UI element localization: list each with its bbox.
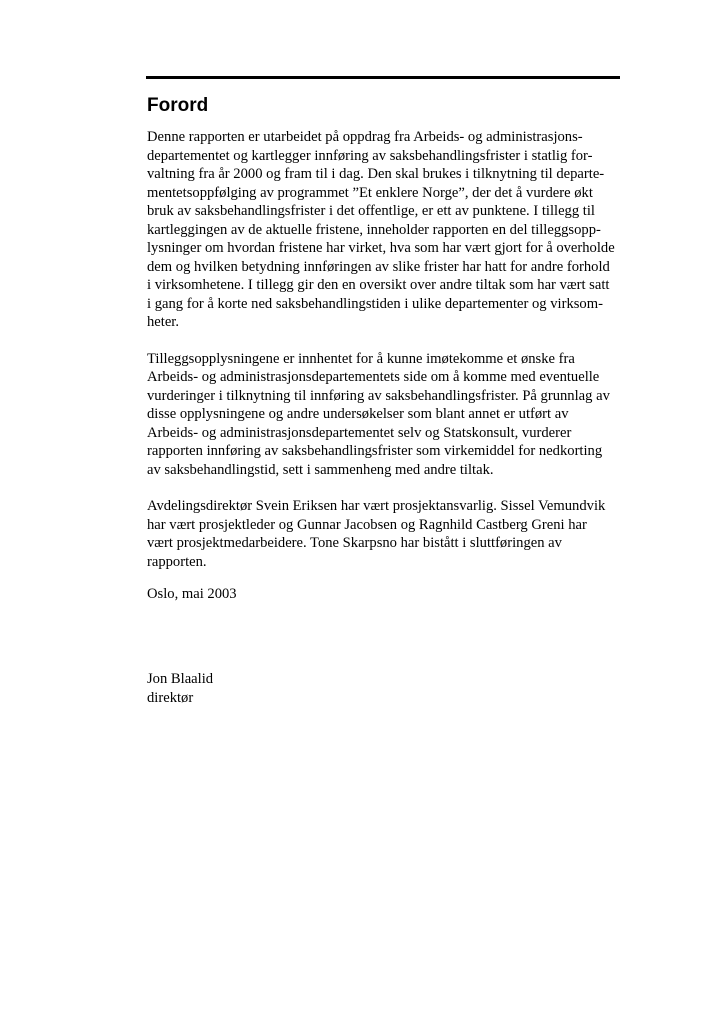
text-line: Denne rapporten er utarbeidet på oppdrag fra Arbeids- og administrasjons- [147,129,583,145]
text-line: rapporten. [147,553,207,570]
text-line: Tilleggsopplysningene er innhentet for å kunne imøtekomme et ønske fra [147,350,575,367]
text-line: valtning fra år 2000 og fram til i dag. Den skal brukes i tilknytning til departe- [147,166,605,182]
signatory-role: direktør [147,689,194,706]
page-title: Forord [147,95,209,116]
text-line: Avdelingsdirektør Svein Eriksen har vært prosjektansvarlig. Sissel Vemundvik [147,498,606,514]
text-line: disse opplysningene og andre undersøkelser som blant annet er utført av [147,406,569,422]
paragraph-3 [147,497,619,571]
text-line: bruk av saksbehandlingsfrister i det offentlige, er ett av punktene. I tillegg til [147,203,595,219]
paragraph-2 [147,350,619,480]
text-line: i gang for å korte ned saksbehandlingstiden i ulike departementer og virksom- [147,295,603,312]
signature-block [147,670,213,707]
text-line: har vært prosjektleder og Gunnar Jacobsen og Ragnhild Castberg Greni har [147,516,587,533]
text-line: vært prosjektmedarbeidere. Tone Skarpsno har bistått i sluttføringen av [147,535,562,551]
place-date: Oslo, mai 2003 [147,586,237,602]
text-line: lysninger om hvordan fristene har virket, hva som har vært gjort for å overholde [147,240,615,256]
signatory-name: Jon Blaalid [147,671,214,687]
text-line: mentetsoppfølging av programmet ”Et enklere Norge”, der det å vurdere økt [147,184,593,201]
top-divider [146,76,620,79]
text-line: kartleggingen av de aktuelle fristene, inneholder rapporten en del tilleggsopp- [147,221,601,238]
text-line: Arbeids- og administrasjonsdepartementets side om å komme med eventuelle [147,369,600,385]
text-line: i virksomhetene. I tillegg gir den en oversikt over andre tiltak som har vært satt [147,277,610,293]
text-line: rapporten innføring av saksbehandlingsfrister som virkemiddel for nedkorting [147,443,603,459]
paragraph-1 [147,128,619,332]
text-line: departementet og kartlegger innføring av saksbehandlingsfrister i statlig for- [147,147,593,164]
document-body [147,94,619,589]
text-line: Arbeids- og administrasjonsdepartementet selv og Statskonsult, vurderer [147,424,572,441]
text-line: heter. [147,314,180,330]
text-line: av saksbehandlingstid, sett i sammenheng med andre tiltak. [147,461,494,478]
text-line: dem og hvilken betydning innføringen av slike frister har hatt for andre forhold [147,258,610,275]
text-line: vurderinger i tilknytning til innføring av saksbehandlingsfrister. På grunnlag av [147,387,610,404]
